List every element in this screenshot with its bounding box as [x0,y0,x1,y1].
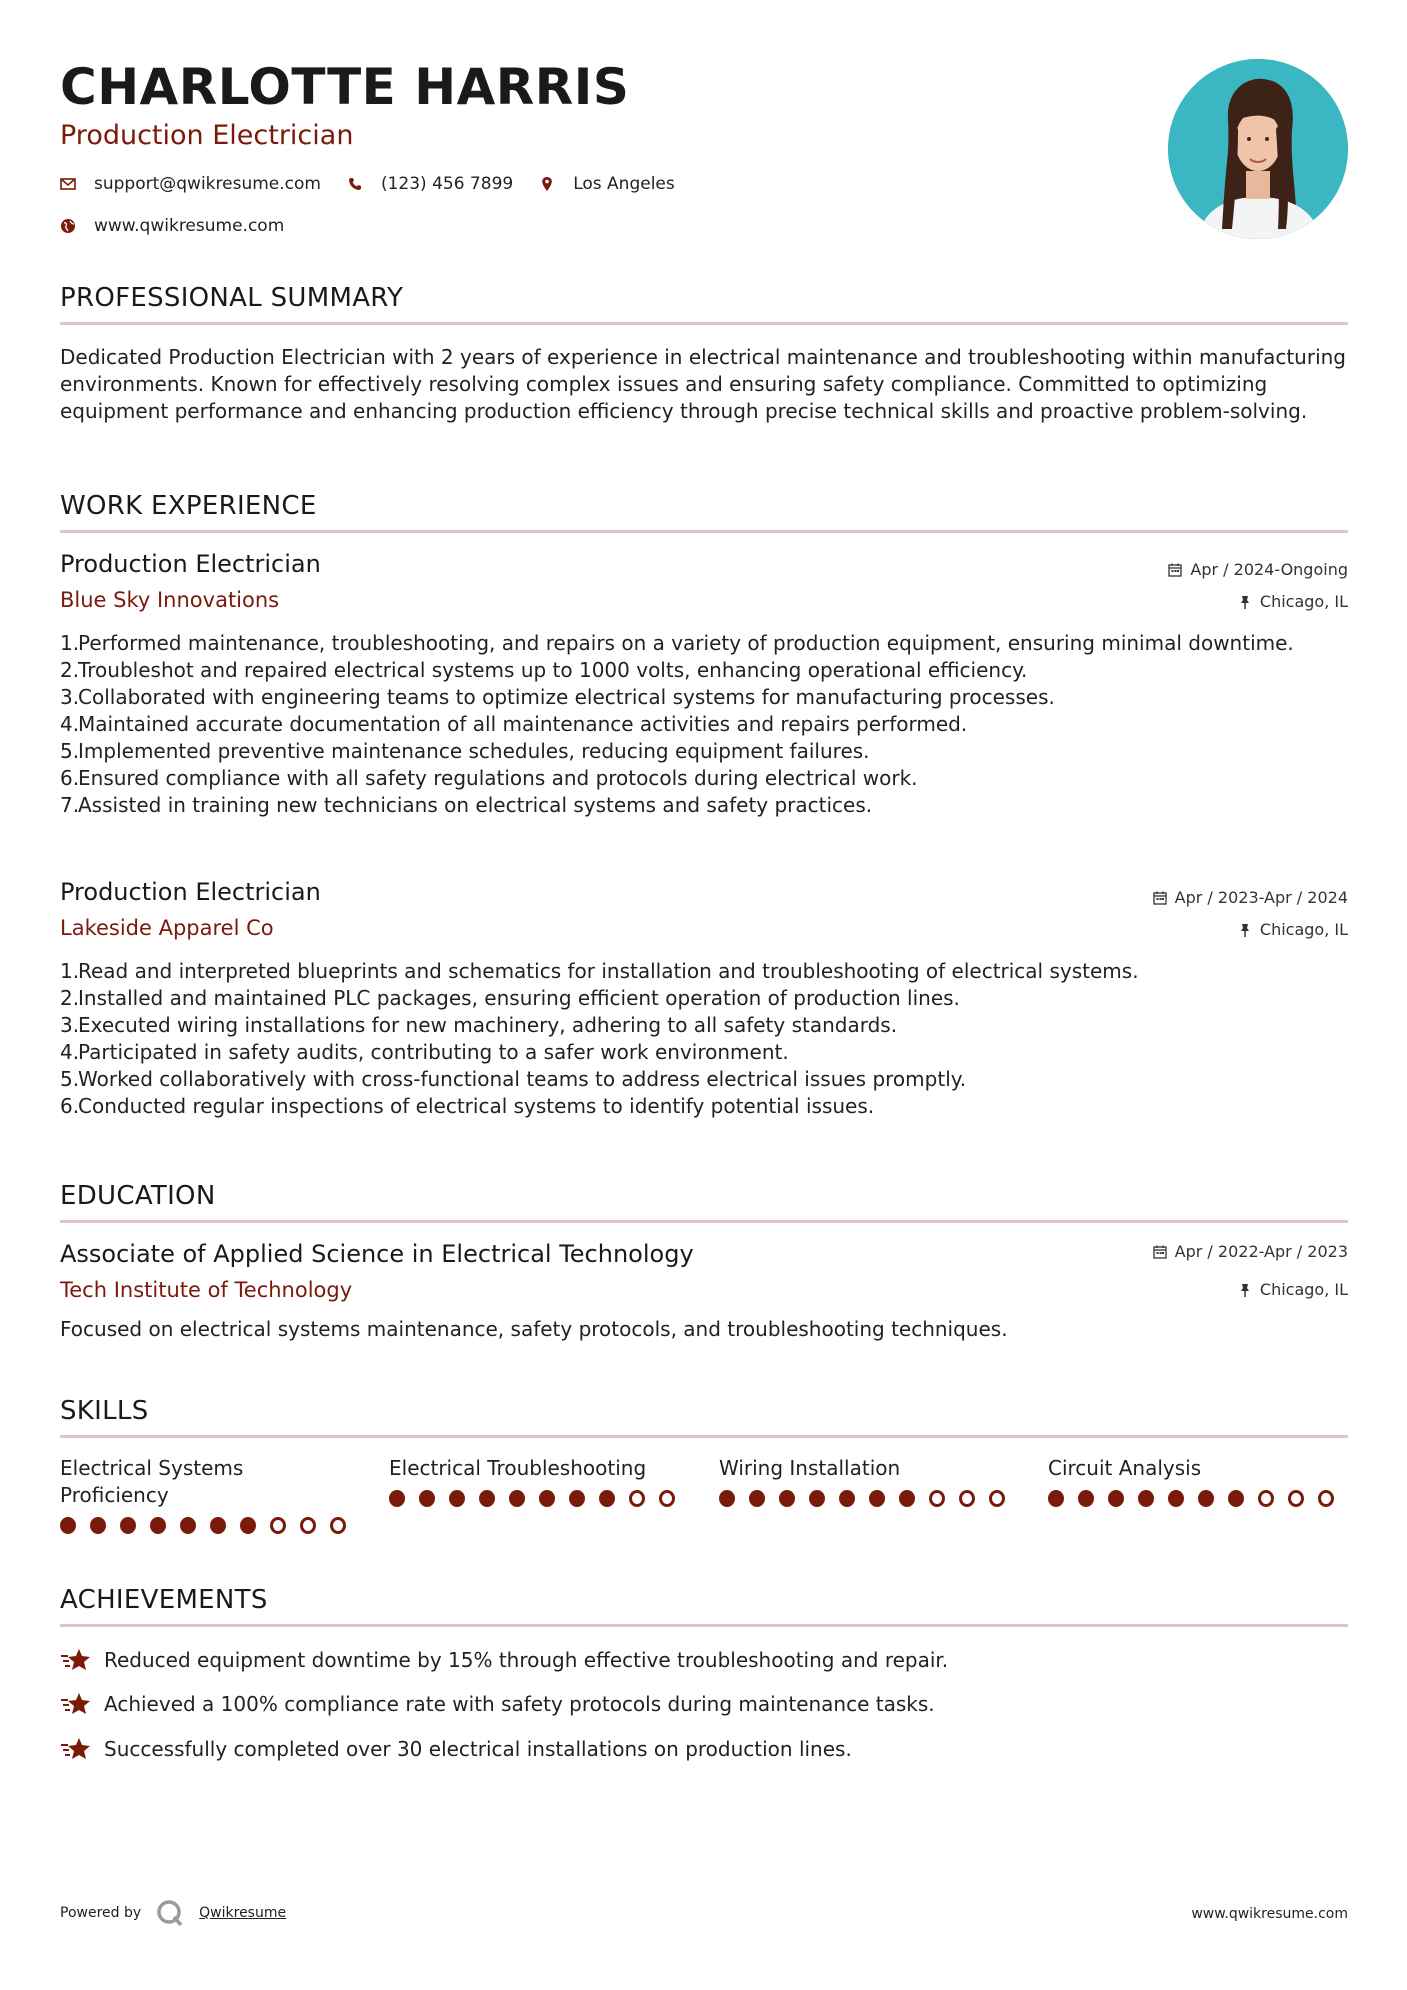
rating-dot-filled [60,1517,76,1534]
contact-row [60,172,701,196]
rating-dot-empty [959,1490,975,1507]
rating-dot-filled [569,1490,585,1507]
rating-dot-filled [869,1490,885,1507]
job-company: Blue Sky Innovations [60,588,280,612]
achievement-text: Reduced equipment downtime by 15% through effective troubleshooting and repair. [104,1648,949,1672]
list-item: 1. Performed maintenance, troubleshooting, and repairs on a variety of production equipment, ensuring minimal downtime. [60,631,1294,655]
rating-dot-filled [1198,1490,1214,1507]
skill-item [719,1455,1019,1507]
contact-email[interactable] [60,174,321,194]
experience-divider [60,530,1348,533]
contact-website[interactable] [60,214,284,238]
rating-dot-filled [1228,1490,1244,1507]
calendar-icon [1153,891,1167,905]
phone-icon [347,176,363,192]
phone-text: (123) 456 7899 [380,174,514,194]
rating-dot-filled [419,1490,435,1507]
skill-rating [389,1490,689,1507]
calendar-icon [1153,1245,1167,1259]
summary-text: Dedicated Production Electrician with 2 years of experience in electrical maintenance and troubleshooting within manufacturing environments. Known for effectively resolving complex issues and ensuring safety compliance. Committed to optimizing equipment performance and enhancing production efficiency through precise technical skills and proactive problem-solving. [60,345,1347,423]
list-item: 5. Worked collaboratively with cross-functional teams to address electrical issues promptly. [60,1067,967,1091]
skill-rating [1048,1490,1348,1507]
education-dates [1153,1242,1348,1261]
list-item: 7. Assisted in training new technicians on electrical systems and safety practices. [60,793,873,817]
achievement-text: Successfully completed over 30 electrical installations on production lines. [104,1737,852,1761]
list-item: 4. Maintained accurate documentation of all maintenance activities and repairs performed. [60,712,968,736]
candidate-name: CHARLOTTE HARRIS [60,58,630,116]
skill-name: Wiring Installation [719,1456,901,1480]
rating-dot-filled [539,1490,555,1507]
rating-dot-filled [719,1490,735,1507]
rating-dot-filled [90,1517,106,1534]
list-item: 4. Participated in safety audits, contributing to a safer work environment. [60,1040,789,1064]
achievement-item [60,1690,935,1718]
education-location-text: Chicago, IL [1259,1280,1348,1299]
achievements-heading: ACHIEVEMENTS [60,1585,268,1615]
skill-item [1048,1455,1348,1507]
pushpin-icon [1238,1283,1252,1297]
rating-dot-filled [599,1490,615,1507]
list-item: 3. Executed wiring installations for new machinery, adhering to all safety standards. [60,1013,898,1037]
rating-dot-empty [1288,1490,1304,1507]
rating-dot-filled [210,1517,226,1534]
job-company: Lakeside Apparel Co [60,916,274,940]
rating-dot-filled [1078,1490,1094,1507]
rating-dot-filled [749,1490,765,1507]
email-text: support@qwikresume.com [94,174,321,194]
list-item: 1. Read and interpreted blueprints and schematics for installation and troubleshooting of electrical systems. [60,959,1139,983]
rating-dot-filled [1168,1490,1184,1507]
job-location [1238,592,1348,611]
skill-rating [719,1490,1019,1507]
achievement-item [60,1735,852,1763]
star-icon [60,1646,92,1674]
skills-heading: SKILLS [60,1396,149,1426]
job-dates [1153,888,1348,907]
list-item: 2. Troubleshot and repaired electrical systems up to 1000 volts, enhancing operational efficiency. [60,658,1028,682]
rating-dot-filled [389,1490,405,1507]
list-item: 2. Installed and maintained PLC packages, ensuring efficient operation of production lines. [60,986,960,1010]
list-item: 3. Collaborated with engineering teams to optimize electrical systems for manufacturing processes. [60,685,1055,709]
rating-dot-filled [899,1490,915,1507]
degree-title: Associate of Applied Science in Electrical Technology [60,1240,694,1268]
school-name: Tech Institute of Technology [60,1278,353,1302]
summary-divider [60,322,1348,325]
rating-dot-empty [989,1490,1005,1507]
map-pin-icon [539,176,555,192]
rating-dot-empty [270,1517,286,1534]
contact-location [539,174,675,194]
job-bullets [60,630,1330,819]
rating-dot-empty [659,1490,675,1507]
rating-dot-filled [150,1517,166,1534]
rating-dot-filled [779,1490,795,1507]
job-dates [1168,560,1348,579]
job-dates-text: Apr / 2024-Ongoing [1190,560,1348,579]
candidate-title: Production Electrician [60,120,354,151]
envelope-icon [60,176,76,192]
qwikresume-logo-icon [155,1898,185,1928]
pushpin-icon [1238,595,1252,609]
education-dates-text: Apr / 2022-Apr / 2023 [1174,1242,1348,1261]
rating-dot-filled [809,1490,825,1507]
list-item: 5. Implemented preventive maintenance schedules, reducing equipment failures. [60,739,870,763]
experience-heading: WORK EXPERIENCE [60,491,317,521]
star-icon [60,1690,92,1718]
job-title: Production Electrician [60,878,321,906]
profile-photo [1168,59,1348,239]
job-location-text: Chicago, IL [1259,920,1348,939]
powered-by-label: Powered by [60,1905,142,1921]
achievement-text: Achieved a 100% compliance rate with safety protocols during maintenance tasks. [104,1692,935,1716]
rating-dot-filled [1138,1490,1154,1507]
rating-dot-filled [180,1517,196,1534]
rating-dot-empty [300,1517,316,1534]
skill-item [389,1455,689,1507]
achievement-item [60,1646,948,1674]
rating-dot-filled [449,1490,465,1507]
summary-heading: PROFESSIONAL SUMMARY [60,283,404,313]
rating-dot-empty [1318,1490,1334,1507]
education-heading: EDUCATION [60,1181,216,1211]
contact-phone[interactable] [347,174,513,194]
education-location [1238,1280,1348,1299]
globe-icon [60,218,76,234]
rating-dot-empty [629,1490,645,1507]
education-divider [60,1220,1348,1223]
rating-dot-empty [330,1517,346,1534]
job-bullets [60,958,1330,1120]
job-location-text: Chicago, IL [1259,592,1348,611]
rating-dot-filled [1048,1490,1064,1507]
footer-url[interactable]: www.qwikresume.com [1191,1906,1348,1922]
skills-divider [60,1435,1348,1438]
location-text: Los Angeles [573,174,675,194]
skill-item [60,1455,360,1534]
skill-name: Circuit Analysis [1048,1456,1202,1480]
rating-dot-filled [1108,1490,1124,1507]
calendar-icon [1168,563,1182,577]
rating-dot-filled [240,1517,256,1534]
skill-name: Electrical Troubleshooting [389,1456,647,1480]
skill-rating [60,1517,360,1534]
rating-dot-empty [1258,1490,1274,1507]
list-item: 6. Conducted regular inspections of electrical systems to identify potential issues. [60,1094,875,1118]
pushpin-icon [1238,923,1252,937]
job-title: Production Electrician [60,550,321,578]
list-item: 6. Ensured compliance with all safety regulations and protocols during electrical work. [60,766,918,790]
footer-powered-by [60,1898,286,1928]
rating-dot-filled [120,1517,136,1534]
job-dates-text: Apr / 2023-Apr / 2024 [1174,888,1348,907]
education-description: Focused on electrical systems maintenance, safety protocols, and troubleshooting techniques. [60,1317,1008,1341]
achievements-divider [60,1624,1348,1627]
rating-dot-filled [839,1490,855,1507]
job-location [1238,920,1348,939]
rating-dot-filled [479,1490,495,1507]
rating-dot-empty [929,1490,945,1507]
rating-dot-filled [509,1490,525,1507]
skill-name: Electrical Systems Proficiency [60,1456,244,1507]
website-text: www.qwikresume.com [94,216,285,236]
brand-link[interactable]: Qwikresume [199,1905,287,1921]
star-icon [60,1735,92,1763]
